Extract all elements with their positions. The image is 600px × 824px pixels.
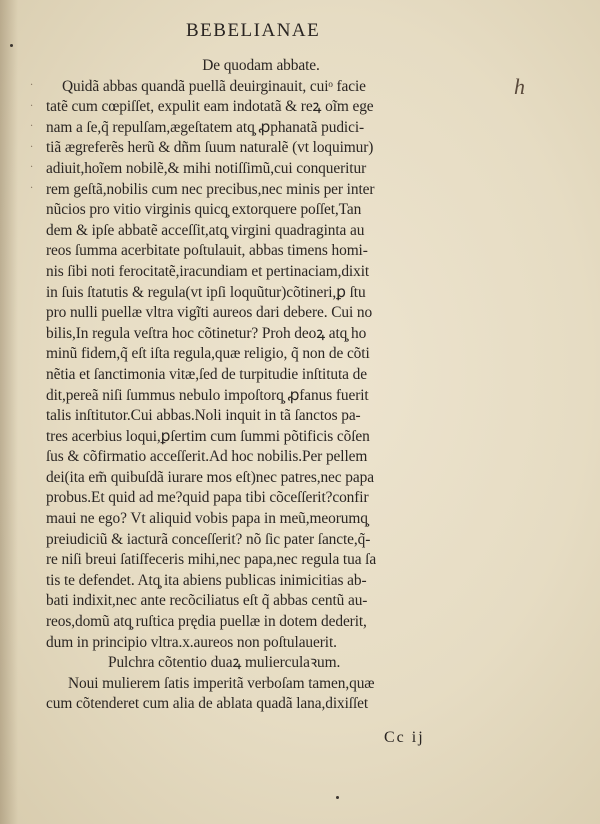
text-line: nam a ſe,q̃ repulſam,ægeſtatem atq̧ ꝓphanatã pudici- bbox=[46, 118, 365, 136]
text-line: adiuit,hoĩem nobilẽ,& mihi notiſſimũ,cui conqueritur bbox=[46, 159, 367, 177]
text-line: dum in principio vltra.x.aureos non poſtulauerit. bbox=[46, 633, 337, 651]
ink-speck bbox=[336, 796, 339, 799]
text-block bbox=[46, 56, 476, 715]
ink-speck bbox=[10, 44, 13, 47]
text-line: bati indixit,nec ante recõciliatus eſt q̃ abbas centũ au- bbox=[46, 592, 368, 610]
text-line: re niſi breui ſatiſfeceris mihi,nec papa,nec regula tua ſa bbox=[46, 551, 377, 569]
text-line: minũ fidem,q̃ eſt iſta regula,quæ religio, q̃ non de cõti bbox=[46, 345, 370, 363]
text-line: dei(ita em̃ quibuſdã iurare mos eſt)nec patres,nec papa bbox=[46, 468, 374, 486]
section-heading: De quodam abbate. bbox=[202, 57, 320, 74]
text-line: pro nulli puellæ vltra vigĩti aureos dari debere. Cui no bbox=[46, 304, 373, 322]
text-line: in ſuis ſtatutis & regula(vt ipſi loquũtur)cõtineri,ꝑ ſtu bbox=[46, 283, 366, 301]
text-line: reos,domũ atq̧ ruſtica prędia puellæ in dotem dederit, bbox=[46, 613, 367, 631]
text-line: reos ſumma acerbitate poſtulauit, abbas timens homi- bbox=[46, 242, 368, 260]
signature-mark: Cc ij bbox=[384, 729, 425, 746]
text-line: tis te defendet. Atq̧ ita abiens publicas inimicitias ab- bbox=[46, 571, 367, 589]
text-line: probus.Et quid ad me?quid papa tibi cõceſſerit?confir bbox=[46, 489, 369, 507]
text-line: nis ſibi noti ferocitatẽ,iracundiam et pertinaciam,dixit bbox=[46, 262, 370, 280]
text-line: tiã ægreferẽs herũ & dñm ſuum naturalẽ (vt loquimur) bbox=[46, 139, 374, 157]
text-line: talis inſtitutor.Cui abbas.Noli inquit in tã ſanctos pa- bbox=[46, 407, 361, 425]
text-line: maui ne ego? Vt aliquid vobis papa in meũ,meorumq̧ bbox=[46, 510, 368, 528]
text-line: dem & ipſe abbatẽ acceſſit,atq̧ virgini quadraginta au bbox=[46, 221, 365, 239]
section-heading: Pulchra cõtentio duaꝝ mulierculaꝛum. bbox=[108, 654, 341, 672]
spine-shadow bbox=[0, 0, 18, 824]
text-line: tres acerbius loqui,ꝑſertim cum ſummi põtificis cõſen bbox=[46, 427, 370, 445]
marginal-note: h bbox=[514, 74, 525, 99]
text-line: nẽtia et ſanctimonia vitæ,ſed de turpitudie inſtituta de bbox=[46, 365, 367, 383]
text-line: dit,pereã niſi ſummus nebulo impoſtorq̧ ꝓfanus fuerit bbox=[46, 386, 369, 404]
text-line: nũcios pro vitio virginis quicq̧ extorquere poſſet,Tan bbox=[46, 201, 362, 219]
text-line: preiudiciũ & iacturã conceſſerit? nõ ſic pater ſancte,q̃- bbox=[46, 530, 371, 548]
margin-marks: · · · · · · bbox=[30, 80, 34, 194]
text-line: Quidã abbas quandã puellã deuirginauit, cuiᵒ facie bbox=[62, 77, 366, 95]
text-line: cum cõtenderet cum alia de ablata quadã lana,dixiſſet bbox=[46, 695, 369, 713]
text-line: Noui mulierem ſatis imperitã verboſam tamen,quæ bbox=[68, 674, 375, 692]
text-line: ſus & cõfirmatio acceſſerit.Ad hoc nobilis.Per pellem bbox=[46, 448, 368, 466]
running-head: BEBELIANAE bbox=[186, 20, 321, 41]
text-line: bilis,In regula veſtra hoc cõtinetur? Proh deoꝝ atq̧ ho bbox=[46, 324, 367, 342]
text-line: rem geſtã,nobilis cum nec precibus,nec minis per inter bbox=[46, 180, 375, 198]
text-line: tatẽ cum cœpiſſet, expulit eam indotatã & reꝝ oĩm ege bbox=[46, 98, 374, 116]
